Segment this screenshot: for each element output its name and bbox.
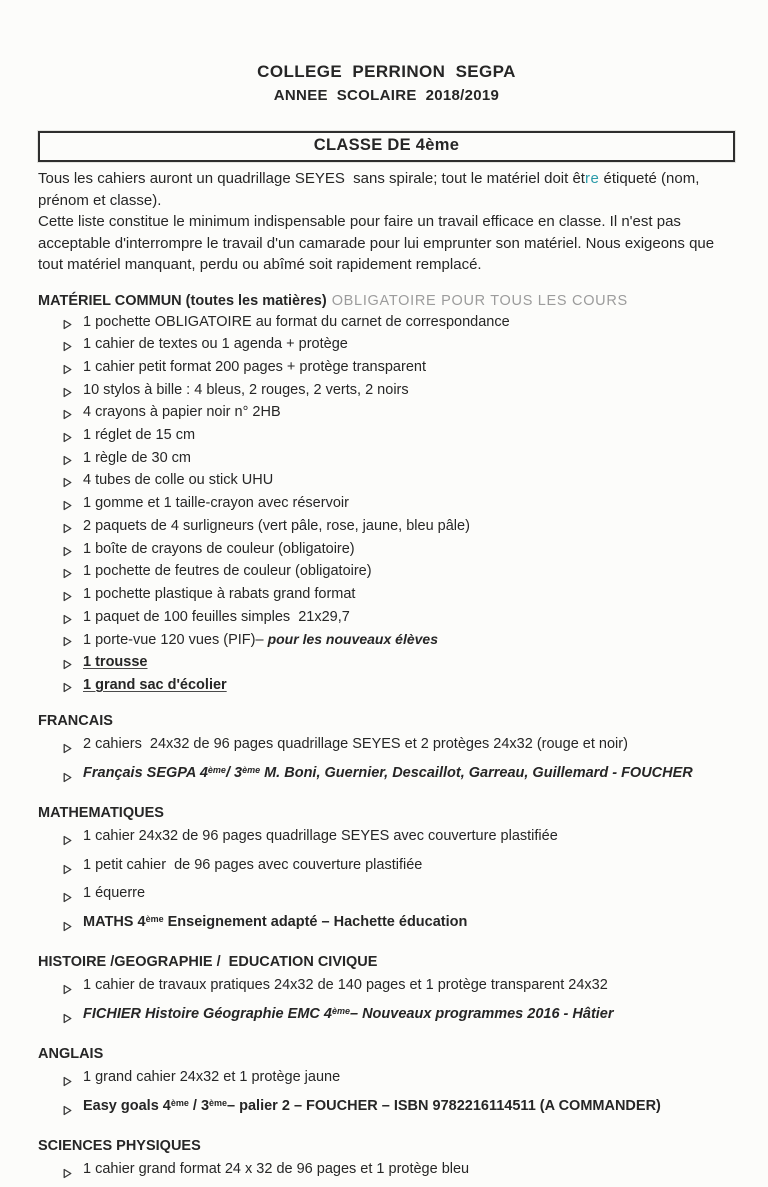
book-title-part: – palier 2 – FOUCHER – ISBN 9782216114511 (A COMMANDER) [227, 1097, 661, 1114]
arrow-bullet-icon [63, 407, 72, 426]
list-item [38, 381, 735, 404]
list-item-text: 1 cahier de travaux pratiques 24x32 de 140 pages et 1 protège transparent 24x32 [83, 977, 608, 994]
list-item-text: 1 boîte de crayons de couleur (obligatoire) [83, 540, 355, 557]
arrow-bullet-icon [63, 657, 72, 676]
list-item [38, 630, 735, 653]
book-title-part: M. Boni, Guernier, Descaillot, Garreau, Guillemard - FOUCHER [260, 764, 693, 781]
list-item [38, 313, 735, 336]
intro-paragraph [38, 168, 735, 276]
arrow-bullet-icon [63, 634, 72, 653]
list-item-text: 2 cahiers 24x32 de 96 pages quadrillage SEYES et 2 protèges 24x32 (rouge et noir) [83, 736, 628, 753]
school-title: COLLEGE PERRINON SEGPA [257, 62, 516, 81]
book-title-part: Easy goals 4 [83, 1097, 171, 1114]
list-item-text: 1 cahier de textes ou 1 agenda + protège [83, 336, 348, 353]
list-item-text: 1 pochette de feutres de couleur (obligatoire) [83, 563, 372, 580]
class-banner [38, 131, 735, 162]
stamp-note: OBLIGATOIRE POUR TOUS LES COURS [331, 292, 628, 309]
list-item-text: 2 paquets de 4 surligneurs (vert pâle, rose, jaune, bleu pâle) [83, 517, 470, 534]
section-heading-text: MATÉRIEL COMMUN (toutes les matières) [38, 292, 327, 309]
book-title-part: FICHIER Histoire Géographie EMC 4 [83, 1005, 332, 1022]
arrow-bullet-icon [63, 475, 72, 494]
list-item-text: 1 pochette plastique à rabats grand format [83, 585, 356, 602]
list-item-text: 1 grand sac d'écolier [83, 676, 227, 693]
list-item [38, 653, 735, 676]
list-item-text: 1 grand cahier 24x32 et 1 protège jaune [83, 1069, 341, 1086]
arrow-bullet-icon [63, 1009, 72, 1032]
list-item [38, 449, 735, 472]
list-item-text: 4 tubes de colle ou stick UHU [83, 472, 274, 489]
list-item [38, 335, 735, 358]
arrow-bullet-icon [63, 317, 72, 336]
list-item [38, 1003, 735, 1032]
list-item [38, 825, 735, 854]
arrow-bullet-icon [63, 860, 72, 883]
list-item-text: 1 équerre [83, 885, 146, 902]
intro-text: Tous les cahiers auront un quadrillage SEYES sans spirale; tout le matériel doit êt [38, 170, 585, 187]
list-item [38, 911, 735, 940]
mathematiques-list [38, 825, 735, 939]
list-item [38, 585, 735, 608]
arrow-bullet-icon [63, 430, 72, 449]
arrow-bullet-icon [63, 980, 72, 1003]
list-item [38, 974, 735, 1003]
section-heading-materiel-commun [38, 293, 735, 309]
sciences-list [38, 1158, 735, 1187]
arrow-bullet-icon [63, 1164, 72, 1187]
book-title-part: Français SEGPA 4 [83, 764, 208, 781]
arrow-bullet-icon [63, 612, 72, 631]
list-item-text: 1 pochette OBLIGATOIRE au format du carnet de correspondance [83, 313, 510, 330]
superscript: ème [331, 1005, 350, 1016]
section-heading-sciences-physiques: SCIENCES PHYSIQUES [38, 1138, 201, 1155]
arrow-bullet-icon [63, 498, 72, 517]
arrow-bullet-icon [63, 521, 72, 540]
arrow-bullet-icon [63, 339, 72, 358]
arrow-bullet-icon [63, 589, 72, 608]
list-item-text: 1 règle de 30 cm [83, 449, 192, 466]
book-reference-text [83, 1095, 735, 1118]
list-item [38, 1066, 735, 1095]
list-item-text: 1 cahier grand format 24 x 32 de 96 pages et 1 protège bleu [83, 1161, 470, 1178]
arrow-bullet-icon [63, 768, 72, 791]
arrow-bullet-icon [63, 1101, 72, 1124]
list-item-text-normal: 1 porte-vue 120 vues (PIF)– [83, 632, 268, 649]
section-heading-mathematiques: MATHEMATIQUES [38, 805, 164, 822]
book-title-part: MATHS 4 [83, 913, 146, 930]
list-item [38, 733, 735, 762]
intro-line-2: Cette liste constitue le minimum indispensable pour faire un travail efficace en classe. Il n'est pas acceptable d'interrompre le travail d'un camarade pour lui emprunter son matériel. Nous exigeons que tout matériel manquant, perdu ou abîmé soit rapidement remplacé. [38, 213, 719, 273]
list-item [38, 1095, 735, 1124]
list-item-text: 10 stylos à bille : 4 bleus, 2 rouges, 2 verts, 2 noirs [83, 381, 409, 398]
list-item [38, 608, 735, 631]
arrow-bullet-icon [63, 831, 72, 854]
list-item-text: 1 petit cahier de 96 pages avec couverture plastifiée [83, 856, 423, 873]
list-item [38, 882, 735, 911]
list-item [38, 471, 735, 494]
list-item [38, 494, 735, 517]
histoire-list [38, 974, 735, 1031]
superscript: ème [207, 764, 226, 775]
francais-list [38, 733, 735, 790]
list-item-text: 1 paquet de 100 feuilles simples 21x29,7 [83, 608, 350, 625]
list-item-text: 1 réglet de 15 cm [83, 427, 196, 444]
arrow-bullet-icon [63, 544, 72, 563]
list-item [38, 762, 735, 791]
book-title-part: – Nouveaux programmes 2016 - Hâtier [349, 1005, 614, 1022]
book-reference-text [83, 762, 735, 785]
section-mathematiques [38, 805, 735, 939]
school-year: ANNEE SCOLAIRE 2018/2019 [273, 87, 500, 104]
scan-artifact-text: re [584, 170, 600, 187]
list-item-text: 1 cahier 24x32 de 96 pages quadrillage SEYES avec couverture plastifiée [83, 828, 558, 845]
intro-text: étiqueté (nom, prénom et classe). [38, 170, 704, 209]
book-reference-text [83, 1003, 735, 1026]
superscript: ème [209, 1097, 228, 1108]
list-item [38, 854, 735, 883]
arrow-bullet-icon [63, 385, 72, 404]
arrow-bullet-icon [63, 917, 72, 940]
arrow-bullet-icon [63, 1072, 72, 1095]
section-histoire-geographie [38, 954, 735, 1031]
arrow-bullet-icon [63, 362, 72, 381]
list-item-text: 4 crayons à papier noir n° 2HB [83, 404, 281, 421]
book-title-part: / 3 [225, 764, 243, 781]
section-francais [38, 713, 735, 790]
book-title-part: / 3 [188, 1097, 210, 1114]
list-item-text: 1 trousse [83, 654, 148, 671]
list-item-text-emphasis: pour les nouveaux élèves [267, 631, 438, 648]
superscript: ème [170, 1097, 189, 1108]
list-item [38, 358, 735, 381]
list-item [38, 676, 735, 699]
section-sciences-physiques [38, 1138, 735, 1187]
list-item-text: 1 cahier petit format 200 pages + protège transparent [83, 358, 426, 375]
superscript: ème [242, 764, 261, 775]
superscript: ème [145, 913, 164, 924]
section-heading-anglais: ANGLAIS [38, 1046, 104, 1063]
class-banner-label: CLASSE DE 4ème [313, 136, 460, 154]
arrow-bullet-icon [63, 739, 72, 762]
materiel-list [38, 313, 735, 699]
arrow-bullet-icon [63, 566, 72, 585]
section-heading-francais: FRANCAIS [38, 713, 113, 730]
arrow-bullet-icon [63, 888, 72, 911]
list-item [38, 540, 735, 563]
section-anglais [38, 1046, 735, 1123]
list-item [38, 562, 735, 585]
section-heading-histoire-geographie: HISTOIRE /GEOGRAPHIE / EDUCATION CIVIQUE [38, 954, 378, 971]
list-item-text: 1 gomme et 1 taille-crayon avec réservoir [83, 495, 349, 512]
arrow-bullet-icon [63, 453, 72, 472]
list-item [38, 517, 735, 540]
arrow-bullet-icon [63, 680, 72, 699]
list-item [38, 403, 735, 426]
book-title-part: Enseignement adapté – Hachette éducation [163, 913, 468, 930]
list-item [38, 1158, 735, 1187]
intro-line-1 [38, 168, 735, 211]
section-materiel-commun [38, 293, 735, 699]
list-item-text [83, 630, 735, 650]
list-item [38, 426, 735, 449]
book-reference-text [83, 911, 735, 934]
anglais-list [38, 1066, 735, 1123]
